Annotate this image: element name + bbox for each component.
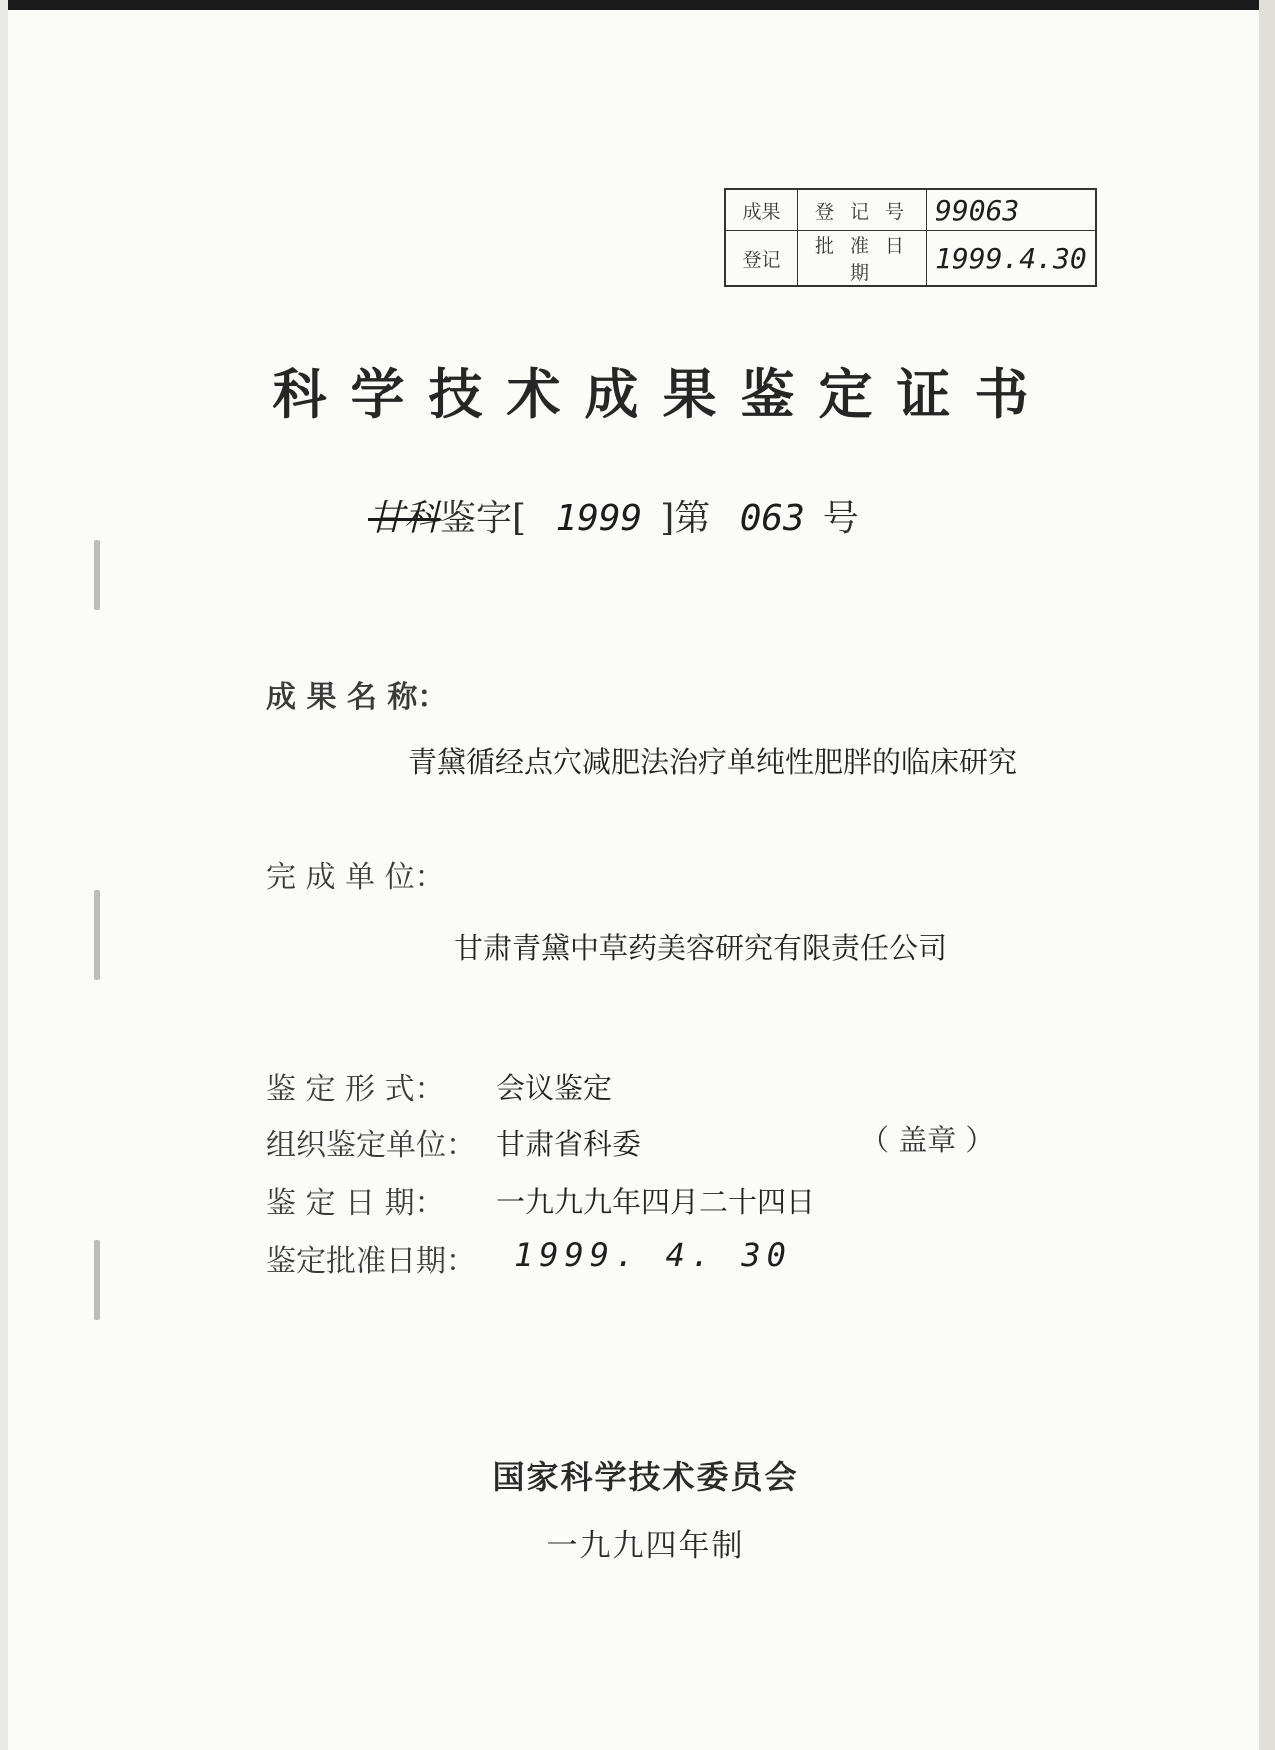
doc-number-value: 063: [739, 498, 805, 539]
doc-year: 1999: [555, 498, 643, 539]
registration-box: [724, 188, 1097, 287]
organizing-unit-value: 甘肃省科委: [496, 1127, 642, 1161]
appraisal-date-label: 鉴 定 日 期：: [266, 1186, 445, 1221]
approval-date-label: 批 准 日 期: [798, 231, 927, 287]
approval-date-field-label: 鉴定批准日期：: [266, 1244, 476, 1279]
completion-unit-value: 甘肃青黛中草药美容研究有限责任公司: [454, 931, 948, 965]
appraisal-date-value: 一九九九年四月二十四日: [496, 1185, 816, 1219]
registration-number-value: 99063: [927, 189, 1096, 231]
doc-text-3: 号: [822, 498, 859, 539]
binding-mark: [94, 890, 100, 980]
doc-prefix-handwritten: 甘科: [368, 498, 441, 539]
binding-mark: [94, 1240, 100, 1320]
seal-note: （ 盖章 ）: [860, 1123, 995, 1157]
edition: 一九九四年制: [546, 1528, 745, 1564]
issuer: 国家科学技术委员会: [492, 1458, 799, 1496]
appraisal-form-value: 会议鉴定: [496, 1071, 613, 1105]
scan-top-edge: [8, 0, 1275, 10]
document-number: [368, 490, 859, 541]
organizing-unit-label: 组织鉴定单位：: [266, 1128, 476, 1163]
approval-date-value: 1999.4.30: [927, 231, 1096, 287]
page-title: 科学技术成果鉴定证书: [272, 362, 1053, 426]
completion-unit-label: 完 成 单 位：: [266, 860, 445, 895]
registration-number-label: 登 记 号: [798, 189, 927, 231]
approval-date-field-value: 1999. 4. 30: [514, 1236, 792, 1274]
achievement-name-value: 青黛循经点穴减肥法治疗单纯性肥胖的临床研究: [408, 745, 1018, 779]
binding-mark: [94, 540, 100, 610]
registration-side-label-bottom: 登记: [725, 231, 798, 287]
doc-text-1: 鉴字[: [440, 498, 527, 539]
doc-text-2: ]第: [660, 498, 711, 539]
appraisal-form-label: 鉴 定 形 式：: [266, 1072, 445, 1107]
registration-side-label-top: 成果: [725, 189, 798, 231]
achievement-name-label: 成 果 名 称：: [266, 680, 448, 715]
